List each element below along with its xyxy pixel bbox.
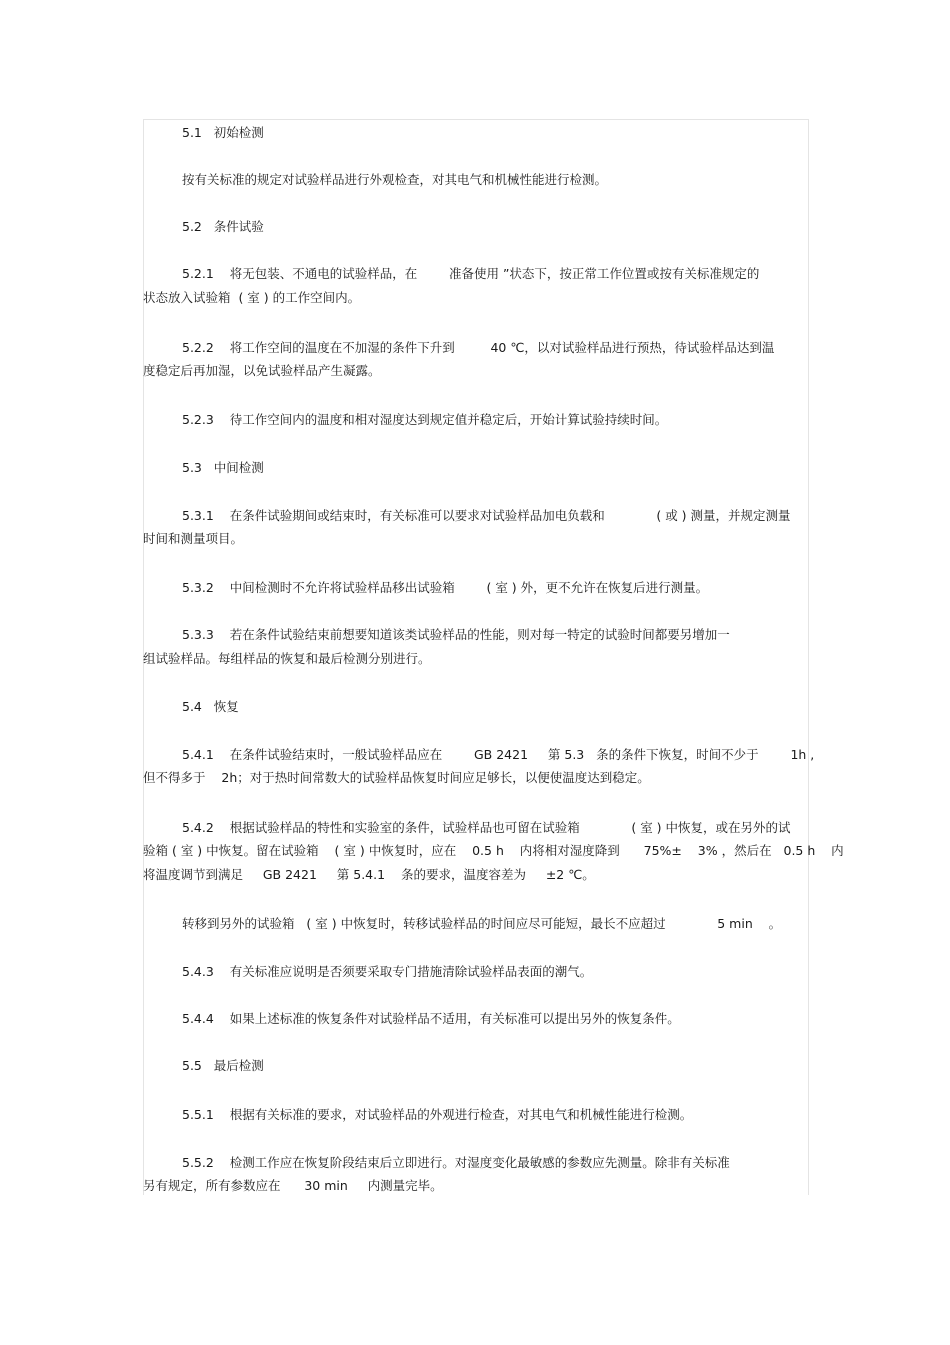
paragraph: 5.3.3 若在条件试验结束前想要知道该类试验样品的性能，则对每一特定的试验时间都要另增加一 [182, 627, 730, 642]
paragraph: 5.4.3 有关标准应说明是否须要采取专门措施清除试验样品表面的潮气。 [182, 964, 593, 979]
paragraph: 转移到另外的试验箱 ( 室 ) 中恢复时，转移试验样品的时间应尽可能短，最长不应超过 5 min 。 [182, 916, 782, 931]
paragraph-continuation: 另有规定，所有参数应在 30 min 内测量完毕。 [143, 1178, 443, 1193]
paragraph: 5.2.2 将工作空间的温度在不加湿的条件下升到 40 ℃，以对试验样品进行预热，待试验样品达到温 [182, 340, 775, 355]
paragraph: 5.4.4 如果上述标准的恢复条件对试验样品不适用，有关标准可以提出另外的恢复条件。 [182, 1011, 680, 1026]
paragraph-continuation: 将温度调节到满足 GB 2421 第 5.4.1 条的要求，温度容差为 ±2 ℃。 [143, 867, 595, 882]
paragraph-continuation: 时间和测量项目。 [143, 531, 244, 546]
heading-5-2: 5.2 条件试验 [182, 219, 264, 234]
paragraph: 5.2.3 待工作空间内的温度和相对湿度达到规定值并稳定后，开始计算试验持续时间。 [182, 412, 668, 427]
heading-5-1: 5.1 初始检测 [182, 125, 264, 140]
paragraph: 5.3.2 中间检测时不允许将试验样品移出试验箱 ( 室 ) 外，更不允许在恢复后进行测量。 [182, 580, 709, 595]
paragraph-continuation: 组试验样品。每组样品的恢复和最后检测分别进行。 [143, 651, 431, 666]
paragraph: 5.5.1 根据有关标准的要求，对试验样品的外观进行检查，对其电气和机械性能进行检测。 [182, 1107, 693, 1122]
paragraph: 5.3.1 在条件试验期间或结束时，有关标准可以要求对试验样品加电负载和 ( 或 ) 测量，并规定测量 [182, 508, 791, 523]
heading-5-5: 5.5 最后检测 [182, 1058, 264, 1073]
heading-5-4: 5.4 恢复 [182, 699, 239, 714]
paragraph: 5.4.1 在条件试验结束时，一般试验样品应在 GB 2421 第 5.3 条的条件下恢复，时间不少于 1h , [182, 747, 815, 762]
paragraph: 5.4.2 根据试验样品的特性和实验室的条件，试验样品也可留在试验箱 ( 室 ) 中恢复，或在另外的试 [182, 820, 791, 835]
paragraph: 5.5.2 检测工作应在恢复阶段结束后立即进行。对湿度变化最敏感的参数应先测量。除非有关标准 [182, 1155, 730, 1170]
paragraph-continuation: 但不得多于 2h；对于热时间常数大的试验样品恢复时间应足够长，以便使温度达到稳定。 [143, 770, 650, 785]
heading-5-3: 5.3 中间检测 [182, 460, 264, 475]
paragraph: 按有关标准的规定对试验样品进行外观检查，对其电气和机械性能进行检测。 [182, 172, 608, 187]
paragraph-continuation: 验箱 ( 室 ) 中恢复。留在试验箱 ( 室 ) 中恢复时，应在 0.5 h 内将相对湿度降到 75%± 3% ，然后在 0.5 h 内 [143, 843, 844, 858]
paragraph: 5.2.1 将无包装、不通电的试验样品，在 准备使用 ”状态下，按正常工作位置或按有关标准规定的 [182, 266, 760, 281]
paragraph-continuation: 度稳定后再加湿，以免试验样品产生凝露。 [143, 363, 381, 378]
paragraph-continuation: 状态放入试验箱 ( 室 ) 的工作空间内。 [143, 290, 361, 305]
